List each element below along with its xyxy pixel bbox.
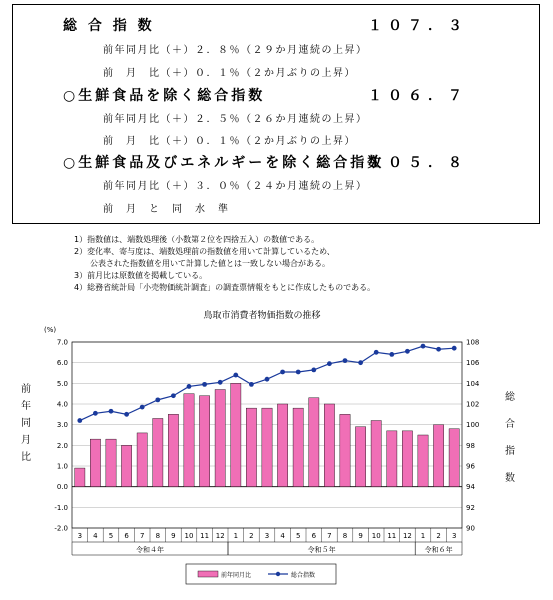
note-line: 2）変化率、寄与度は、端数処理前の指数値を用いて計算しているため、 bbox=[74, 247, 335, 256]
legend bbox=[186, 564, 336, 584]
note-line: 4）総務省統計局「小売物価統計調査」の調査票情報をもとに作成したものである。 bbox=[74, 283, 376, 292]
left-axis-label-char: 前 bbox=[21, 384, 31, 395]
left-tick-label: 1.0 bbox=[56, 462, 68, 471]
bar bbox=[90, 439, 100, 487]
category-label: 1 bbox=[420, 532, 426, 540]
note-line: 1）指数値は、端数処理後（小数第２位を四捨五入）の数値である。 bbox=[74, 235, 320, 244]
core-index-label: ○生鮮食品を除く総合指数 bbox=[63, 88, 266, 104]
bar bbox=[246, 408, 256, 487]
overall-mom-text: 前 月 比（＋）０．１％（２か月ぶりの上昇） bbox=[103, 68, 356, 79]
index-point bbox=[233, 373, 238, 378]
index-point bbox=[187, 384, 192, 389]
left-tick-label: 2.0 bbox=[56, 441, 68, 450]
index-point bbox=[311, 368, 316, 373]
right-tick-label: 92 bbox=[466, 503, 475, 512]
right-axis-label-char: 数 bbox=[505, 473, 515, 484]
left-tick-label: -1.0 bbox=[54, 503, 68, 512]
category-label: 10 bbox=[184, 532, 194, 540]
index-point bbox=[280, 370, 285, 375]
left-axis-label-char: 年 bbox=[21, 401, 31, 412]
index-point bbox=[389, 352, 394, 357]
core-yoy-text: 前年同月比（＋）２．５％（２６か月連続の上昇） bbox=[103, 114, 368, 125]
index-point bbox=[265, 377, 270, 382]
note-line: 3）前月比は原数値を掲載している。 bbox=[74, 271, 208, 280]
summary-box bbox=[12, 4, 540, 224]
core-index-value: １０６．７ bbox=[368, 88, 468, 104]
category-label: 12 bbox=[402, 532, 412, 540]
index-point bbox=[296, 370, 301, 375]
category-label: 1 bbox=[233, 532, 239, 540]
bar bbox=[231, 383, 241, 486]
bar bbox=[293, 408, 303, 487]
right-tick-label: 106 bbox=[466, 359, 480, 368]
bar bbox=[309, 398, 319, 487]
bar bbox=[215, 390, 225, 487]
left-tick-label: 5.0 bbox=[56, 379, 68, 388]
category-label: 3 bbox=[77, 532, 83, 540]
chart-title: 鳥取市消費者物価指数の推移 bbox=[203, 311, 321, 321]
bar bbox=[106, 439, 116, 487]
index-point bbox=[374, 350, 379, 355]
category-label: 9 bbox=[358, 532, 363, 540]
year-label: 令和６年 bbox=[424, 546, 453, 554]
bar bbox=[153, 418, 163, 486]
notes bbox=[74, 234, 375, 294]
left-tick-label: 0.0 bbox=[56, 483, 68, 492]
index-point bbox=[109, 409, 114, 414]
year-label: 令和４年 bbox=[136, 546, 164, 554]
category-label: 3 bbox=[264, 532, 270, 540]
category-label: 5 bbox=[108, 532, 114, 540]
left-axis-label-char: 月 bbox=[21, 435, 31, 446]
left-axis-label bbox=[21, 382, 31, 463]
core-core-index-value: １０５．８ bbox=[368, 155, 468, 171]
right-tick-label: 100 bbox=[466, 421, 480, 430]
index-point bbox=[327, 361, 332, 366]
category-label: 8 bbox=[155, 532, 161, 540]
right-tick-label: 94 bbox=[466, 483, 475, 492]
index-point bbox=[140, 405, 145, 410]
core-mom-text: 前 月 比（＋）０．１％（２か月ぶりの上昇） bbox=[103, 136, 356, 147]
bar bbox=[433, 425, 443, 487]
category-label: 4 bbox=[93, 532, 98, 540]
legend-bar-label: 前年同月比 bbox=[221, 572, 252, 579]
index-point bbox=[218, 380, 223, 385]
bar bbox=[168, 414, 178, 486]
year-label: 令和５年 bbox=[307, 546, 336, 554]
category-label: 11 bbox=[200, 532, 210, 540]
bar bbox=[355, 427, 365, 487]
index-point bbox=[155, 397, 160, 402]
category-label: 3 bbox=[451, 532, 457, 540]
legend-bar-swatch bbox=[198, 571, 218, 577]
index-point bbox=[171, 393, 176, 398]
note-line: 公表された指数値を用いて計算した値とは一致しない場合がある。 bbox=[74, 259, 330, 268]
cpi-chart bbox=[0, 300, 553, 600]
bar bbox=[121, 445, 131, 486]
category-label: 11 bbox=[387, 532, 397, 540]
category-label: 2 bbox=[249, 532, 254, 540]
left-axis-label-char: 比 bbox=[21, 452, 31, 463]
right-tick-label: 90 bbox=[466, 524, 475, 533]
category-label: 4 bbox=[280, 532, 285, 540]
right-axis-label-char: 合 bbox=[505, 419, 515, 430]
bar bbox=[449, 429, 459, 487]
right-axis-label-char: 総 bbox=[505, 392, 515, 403]
bar bbox=[387, 431, 397, 487]
category-label: 6 bbox=[311, 532, 317, 540]
index-point bbox=[77, 418, 82, 423]
category-label: 5 bbox=[295, 532, 301, 540]
category-label: 12 bbox=[215, 532, 225, 540]
right-tick-label: 108 bbox=[466, 338, 480, 347]
index-point bbox=[343, 358, 348, 363]
legend-line-label: 総合指数 bbox=[291, 572, 316, 579]
bar bbox=[340, 414, 350, 486]
core-core-index-label: ○生鮮食品及びエネルギーを除く総合指数 bbox=[63, 155, 385, 171]
category-label: 6 bbox=[124, 532, 129, 540]
category-label: 10 bbox=[371, 532, 381, 540]
bar bbox=[402, 431, 412, 487]
right-tick-label: 104 bbox=[466, 379, 480, 388]
overall-index-label: 総 合 指 数 bbox=[63, 18, 155, 34]
left-unit: (%) bbox=[44, 326, 57, 334]
bar bbox=[262, 408, 272, 487]
bar bbox=[75, 468, 85, 487]
left-tick-label: 3.0 bbox=[56, 421, 68, 430]
index-point bbox=[421, 344, 426, 349]
right-axis-label-char: 指 bbox=[505, 446, 515, 457]
right-tick-label: 102 bbox=[466, 400, 480, 409]
left-tick-label: 4.0 bbox=[56, 400, 68, 409]
category-label: 9 bbox=[171, 532, 176, 540]
index-point bbox=[405, 349, 410, 354]
bar bbox=[324, 404, 334, 487]
category-label: 7 bbox=[139, 532, 145, 540]
category-label: 7 bbox=[327, 532, 332, 540]
core-core-mom-text: 前 月 と 同 水 準 bbox=[103, 204, 230, 215]
overall-index-value: １０７．３ bbox=[368, 18, 468, 34]
index-point bbox=[436, 347, 441, 352]
core-core-yoy-text: 前年同月比（＋）３．０％（２４か月連続の上昇） bbox=[103, 181, 368, 192]
bar bbox=[137, 433, 147, 487]
index-point bbox=[358, 360, 363, 365]
index-point bbox=[249, 382, 254, 387]
legend-line-marker bbox=[276, 572, 280, 576]
left-tick-label: 6.0 bbox=[56, 359, 68, 368]
bar bbox=[371, 421, 381, 487]
category-label: 8 bbox=[342, 532, 348, 540]
category-label: 2 bbox=[436, 532, 441, 540]
bar bbox=[277, 404, 287, 487]
right-tick-label: 98 bbox=[466, 441, 475, 450]
bar bbox=[199, 396, 209, 487]
bar bbox=[184, 394, 194, 487]
right-tick-label: 96 bbox=[466, 462, 475, 471]
index-point bbox=[452, 346, 457, 351]
left-axis-label-char: 同 bbox=[21, 418, 31, 429]
index-point bbox=[202, 382, 207, 387]
index-point bbox=[124, 412, 129, 417]
bar-series bbox=[75, 383, 460, 486]
overall-yoy-text: 前年同月比（＋）２．８％（２９か月連続の上昇） bbox=[103, 45, 368, 56]
bar bbox=[418, 435, 428, 487]
index-point bbox=[93, 411, 98, 416]
right-axis-label bbox=[505, 390, 516, 484]
left-tick-label: -2.0 bbox=[54, 524, 68, 533]
left-tick-label: 7.0 bbox=[56, 338, 68, 347]
